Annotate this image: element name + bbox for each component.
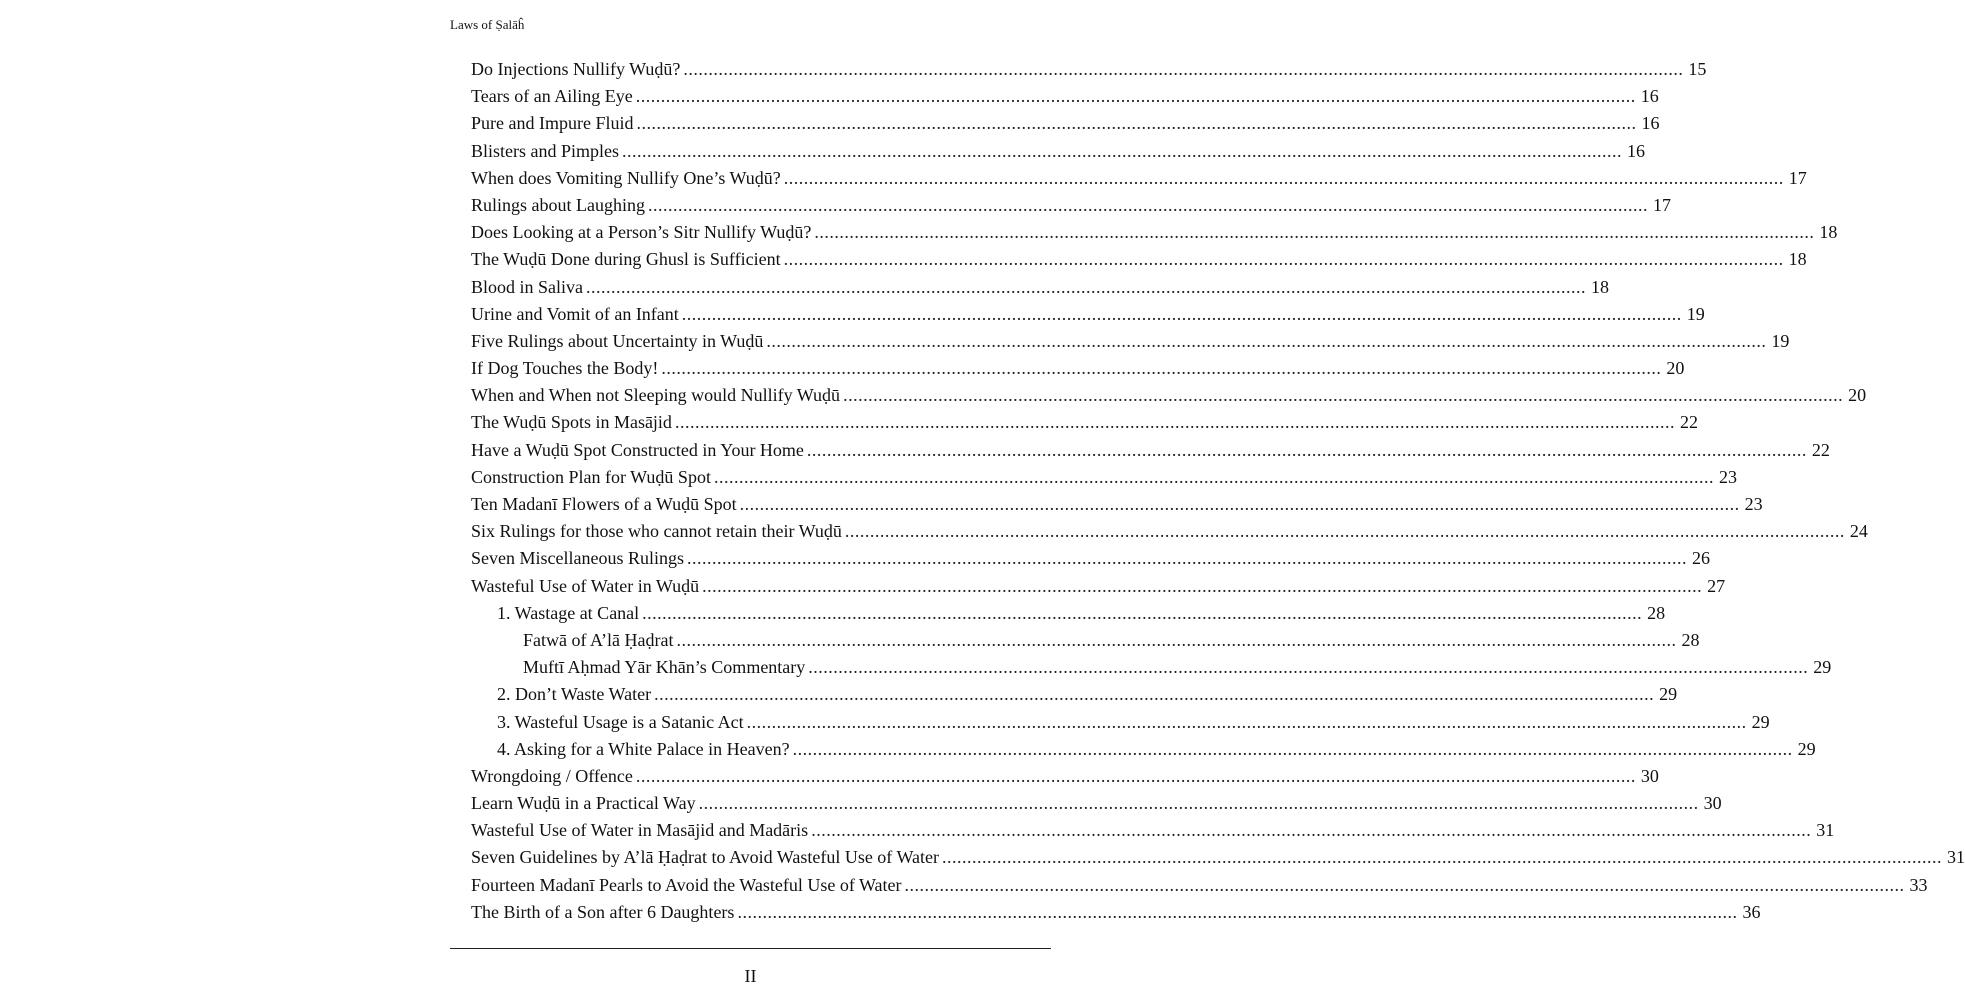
toc-entry[interactable]: [471, 382, 1867, 409]
toc-entry[interactable]: [471, 817, 1835, 844]
toc-entry[interactable]: [471, 328, 1790, 355]
toc-entry-title: Wasteful Use of Water in Masājid and Madāris: [471, 820, 809, 841]
toc-entry-page: 26: [1691, 548, 1710, 569]
toc-entry[interactable]: [471, 736, 1816, 763]
toc-entry[interactable]: [471, 355, 1685, 382]
toc-entry-title: When does Vomiting Nullify One’s Wuḍū?: [471, 167, 781, 188]
toc-entry[interactable]: [471, 491, 1763, 518]
dot-leader: ........................................................................................................................................................................................................: [586, 276, 1586, 297]
toc-entry-page: 28: [1681, 629, 1700, 650]
dot-leader: ........................................................................................................................................................................................................: [702, 575, 1703, 596]
toc-entry[interactable]: [471, 899, 1761, 926]
toc-entry-title: Seven Miscellaneous Rulings: [471, 548, 684, 569]
toc-entry-page: 20: [1848, 385, 1867, 406]
dot-leader: ........................................................................................................................................................................................................: [806, 439, 1807, 460]
toc-entry-title: Wrongdoing / Offence: [471, 765, 633, 786]
dot-leader: ........................................................................................................................................................................................................: [942, 847, 1942, 868]
toc-entry-page: 18: [1591, 276, 1609, 297]
toc-entry[interactable]: [471, 192, 1671, 219]
toc-entry-page: 30: [1703, 793, 1722, 814]
toc-entry-page: 36: [1742, 901, 1761, 922]
dot-leader: ........................................................................................................................................................................................................: [661, 358, 1662, 379]
toc-entry[interactable]: [471, 246, 1807, 273]
toc-entry[interactable]: [471, 219, 1838, 246]
dot-leader: ........................................................................................................................................................................................................: [698, 793, 1699, 814]
toc-entry-title: If Dog Touches the Body!: [471, 358, 659, 379]
toc-entry[interactable]: [471, 518, 1868, 545]
toc-entry-page: 29: [1659, 684, 1678, 705]
toc-entry-page: 33: [1909, 874, 1928, 895]
toc-entry-page: 24: [1849, 521, 1868, 542]
dot-leader: ........................................................................................................................................................................................................: [843, 385, 1844, 406]
toc-entry[interactable]: [471, 627, 1700, 654]
toc-entry-title: Five Rulings about Uncertainty in Wuḍū: [471, 330, 764, 351]
dot-leader: ........................................................................................................................................................................................................: [676, 629, 1677, 650]
dot-leader: ........................................................................................................................................................................................................: [746, 711, 1747, 732]
toc-entry[interactable]: [471, 138, 1645, 165]
toc-entry[interactable]: [471, 872, 1928, 899]
toc-entry-page: 23: [1718, 466, 1737, 487]
dot-leader: ........................................................................................................................................................................................................: [622, 140, 1622, 161]
dot-leader: ........................................................................................................................................................................................................: [642, 602, 1643, 623]
toc-entry-page: 31: [1816, 820, 1835, 841]
toc-entry-page: 29: [1751, 711, 1770, 732]
toc-entry-page: 23: [1744, 494, 1763, 514]
toc-entry-page: 30: [1640, 765, 1659, 786]
toc-entry-page: 22: [1679, 412, 1698, 433]
toc-entry[interactable]: [471, 83, 1659, 110]
toc-entry-title: 4. Asking for a White Palace in Heaven?: [497, 738, 790, 759]
toc-entry-title: Pure and Impure Fluid: [471, 113, 634, 134]
toc-entry-title: Do Injections Nullify Wuḍū?: [471, 59, 681, 79]
toc-entry-title: Blood in Saliva: [471, 276, 583, 297]
dot-leader: ........................................................................................................................................................................................................: [654, 684, 1655, 705]
dot-leader: ........................................................................................................................................................................................................: [674, 412, 1675, 433]
toc-entry-page: 18: [1819, 222, 1838, 243]
dot-leader: ........................................................................................................................................................................................................: [636, 113, 1637, 134]
dot-leader: ........................................................................................................................................................................................................: [635, 86, 1636, 107]
toc-entry-page: 17: [1653, 194, 1671, 215]
toc-entry[interactable]: [471, 763, 1659, 790]
dot-leader: ........................................................................................................................................................................................................: [739, 494, 1740, 514]
toc-entry-title: Fatwā of A’lā Ḥaḍrat: [523, 629, 674, 650]
toc-entry-page: 18: [1788, 249, 1807, 270]
toc-entry[interactable]: [471, 844, 1965, 871]
dot-leader: ........................................................................................................................................................................................................: [766, 330, 1767, 351]
toc-entry-page: 29: [1797, 738, 1816, 759]
toc-entry[interactable]: [471, 165, 1807, 192]
toc-entry[interactable]: [471, 600, 1666, 627]
toc-entry-page: 15: [1688, 59, 1707, 79]
toc-entry-page: 27: [1707, 575, 1726, 596]
dot-leader: ........................................................................................................................................................................................................: [648, 194, 1648, 215]
toc-entry[interactable]: [471, 681, 1678, 708]
toc-entry-page: 19: [1771, 330, 1790, 351]
dot-leader: ........................................................................................................................................................................................................: [635, 765, 1636, 786]
dot-leader: ........................................................................................................................................................................................................: [681, 303, 1682, 324]
toc-entry-page: 16: [1627, 140, 1645, 161]
toc-entry-title: Ten Madanī Flowers of a Wuḍū Spot: [471, 494, 737, 514]
toc-entry-title: 2. Don’t Waste Water: [497, 684, 652, 705]
dot-leader: ........................................................................................................................................................................................................: [686, 548, 1687, 569]
toc-entry-title: Blisters and Pimples: [471, 140, 619, 161]
toc-entry-page: 20: [1666, 358, 1685, 379]
toc-entry-page: 28: [1647, 602, 1666, 623]
toc-entry-title: Muftī Aḥmad Yār Khān’s Commentary: [523, 657, 806, 678]
dot-leader: ........................................................................................................................................................................................................: [737, 901, 1738, 922]
toc-entry-title: 3. Wasteful Usage is a Satanic Act: [497, 711, 744, 732]
toc-entry-title: Have a Wuḍū Spot Constructed in Your Home: [471, 439, 804, 460]
dot-leader: ........................................................................................................................................................................................................: [783, 249, 1784, 270]
running-head: Laws of Ṣalāĥ: [450, 17, 525, 32]
dot-leader: ........................................................................................................................................................................................................: [713, 466, 1714, 487]
toc-entry[interactable]: [471, 790, 1722, 817]
toc-entry[interactable]: [471, 274, 1609, 301]
dot-leader: ........................................................................................................................................................................................................: [811, 820, 1812, 841]
dot-leader: ........................................................................................................................................................................................................: [844, 521, 1845, 542]
dot-leader: ........................................................................................................................................................................................................: [792, 738, 1793, 759]
toc-entry-title: 1. Wastage at Canal: [497, 602, 640, 623]
toc-entry[interactable]: [471, 56, 1707, 83]
toc-entry-title: Six Rulings for those who cannot retain their Wuḍū: [471, 521, 842, 542]
toc-entry[interactable]: [471, 545, 1710, 572]
footer-divider: [450, 948, 1051, 949]
toc-entry-page: 31: [1947, 847, 1965, 868]
toc-entry[interactable]: [471, 654, 1832, 681]
table-of-contents: [471, 56, 1965, 926]
toc-entry-title: The Wuḍū Spots in Masājid: [471, 412, 672, 433]
toc-entry-title: Learn Wuḍū in a Practical Way: [471, 793, 696, 814]
toc-entry-title: When and When not Sleeping would Nullify Wuḍū: [471, 385, 841, 406]
toc-entry-title: Rulings about Laughing: [471, 194, 645, 215]
toc-entry-title: Tears of an Ailing Eye: [471, 86, 633, 107]
toc-entry-page: 16: [1640, 86, 1659, 107]
toc-entry-page: 16: [1641, 113, 1660, 134]
toc-entry[interactable]: [471, 301, 1705, 328]
dot-leader: ........................................................................................................................................................................................................: [904, 874, 1905, 895]
toc-entry-page: 19: [1686, 303, 1705, 324]
toc-entry-title: Fourteen Madanī Pearls to Avoid the Wasteful Use of Water: [471, 874, 902, 895]
dot-leader: ........................................................................................................................................................................................................: [808, 657, 1809, 678]
toc-entry[interactable]: [471, 709, 1770, 736]
toc-entry-page: 29: [1813, 657, 1832, 678]
toc-entry-title: Wasteful Use of Water in Wuḍū: [471, 575, 700, 596]
toc-entry-title: The Wuḍū Done during Ghusl is Sufficient: [471, 249, 781, 270]
toc-entry[interactable]: [471, 573, 1726, 600]
dot-leader: ........................................................................................................................................................................................................: [814, 222, 1815, 243]
toc-entry-title: Seven Guidelines by A’lā Ḥaḍrat to Avoid Wasteful Use of Water: [471, 847, 939, 868]
dot-leader: ........................................................................................................................................................................................................: [683, 59, 1684, 79]
toc-entry-title: The Birth of a Son after 6 Daughters: [471, 901, 735, 922]
toc-entry-title: Urine and Vomit of an Infant: [471, 303, 679, 324]
dot-leader: ........................................................................................................................................................................................................: [783, 167, 1784, 188]
toc-entry[interactable]: [471, 110, 1660, 137]
toc-entry-title: Does Looking at a Person’s Sitr Nullify Wuḍū?: [471, 222, 812, 243]
page-number: II: [744, 966, 757, 986]
toc-entry-title: Construction Plan for Wuḍū Spot: [471, 466, 711, 487]
toc-entry[interactable]: [471, 437, 1830, 464]
toc-entry-page: 22: [1811, 439, 1830, 460]
toc-entry[interactable]: [471, 464, 1737, 491]
toc-entry[interactable]: [471, 409, 1698, 436]
toc-entry-page: 17: [1788, 167, 1807, 188]
